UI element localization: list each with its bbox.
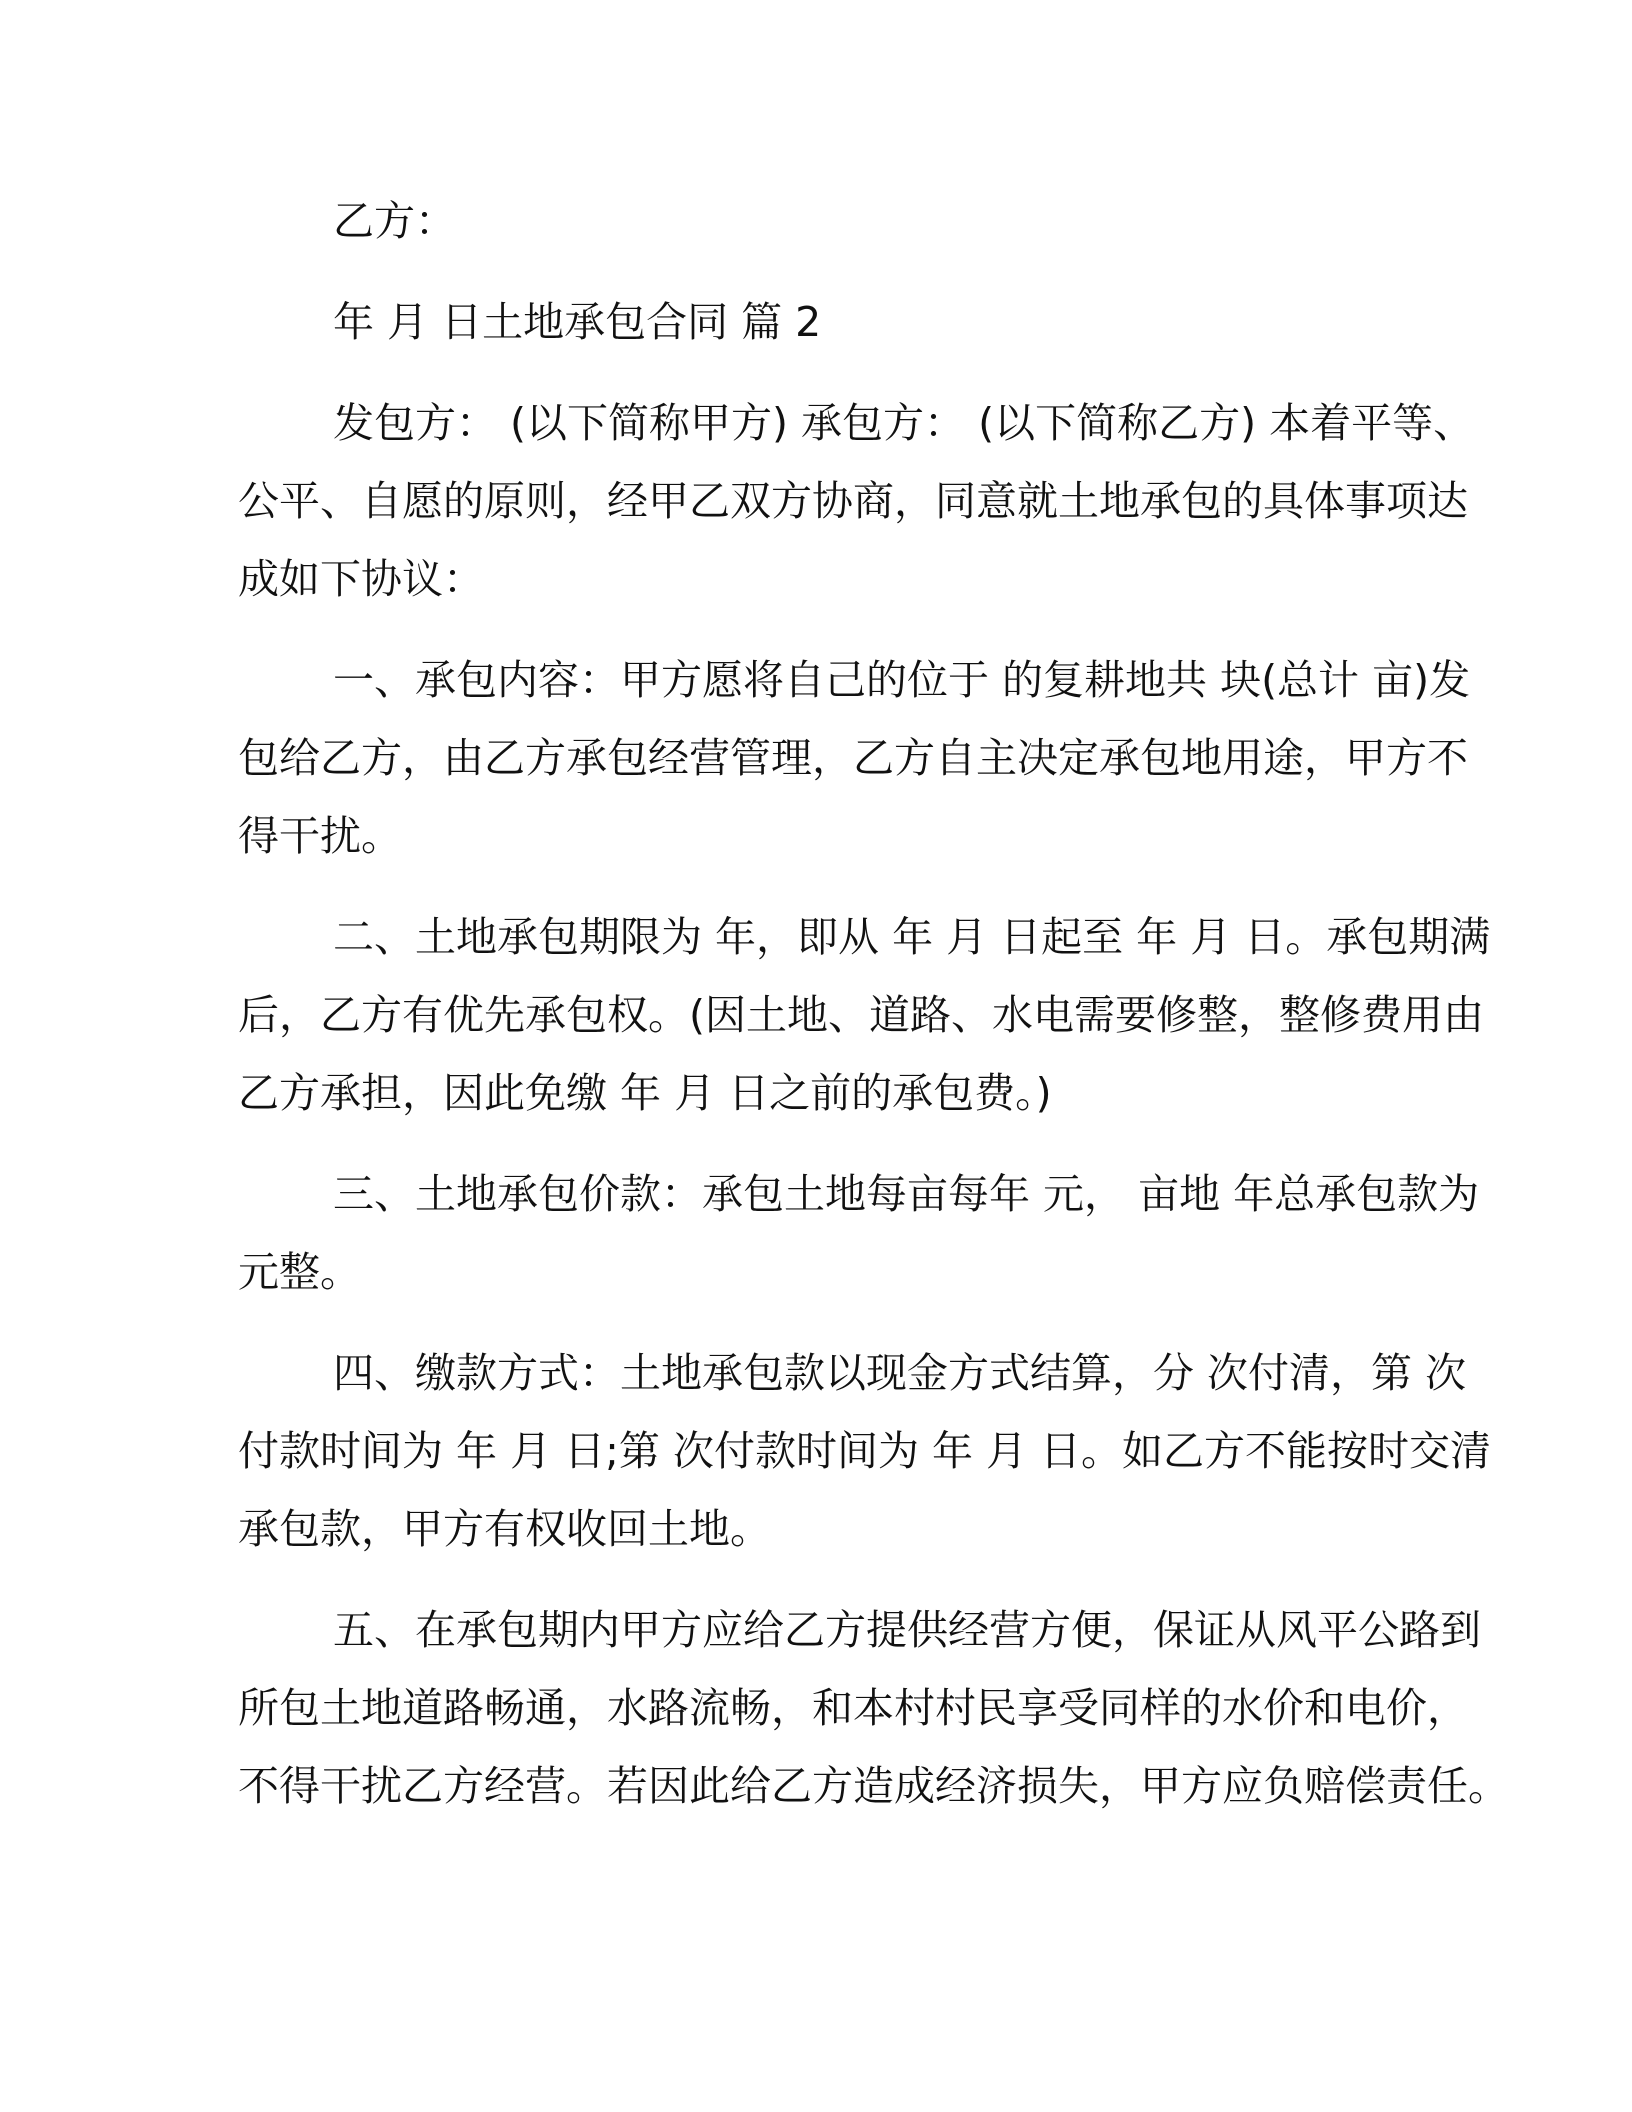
- clause-2-line-2: 后，乙方有优先承包权。(因土地、道路、水电需要修整，整修费用由: [238, 991, 1484, 1039]
- clause-2-line-3: 乙方承担，因此免缴 年 月 日之前的承包费。): [238, 1069, 1052, 1117]
- intro-line-3: 成如下协议：: [238, 555, 484, 603]
- clause-1-line-3: 得干扰。: [238, 812, 402, 860]
- clause-5-line-3: 不得干扰乙方经营。若因此给乙方造成经济损失，甲方应负赔偿责任。: [238, 1762, 1509, 1810]
- clause-5-line-1: 五、在承包期内甲方应给乙方提供经营方便，保证从风平公路到: [333, 1606, 1481, 1654]
- clause-5-line-2: 所包土地道路畅通，水路流畅，和本村村民享受同样的水价和电价，: [238, 1684, 1468, 1732]
- clause-2-line-1: 二、土地承包期限为 年，即从 年 月 日起至 年 月 日。承包期满: [333, 913, 1491, 961]
- clause-4-line-3: 承包款，甲方有权收回土地。: [238, 1505, 771, 1553]
- party-b-label: 乙方：: [333, 197, 456, 245]
- clause-1-line-2: 包给乙方，由乙方承包经营管理，乙方自主决定承包地用途，甲方不: [238, 734, 1468, 782]
- intro-line-2: 公平、自愿的原则，经甲乙双方协商，同意就土地承包的具体事项达: [238, 477, 1468, 525]
- clause-3-line-1: 三、土地承包价款：承包土地每亩每年 元， 亩地 年总承包款为: [333, 1170, 1480, 1218]
- clause-4-line-1: 四、缴款方式：土地承包款以现金方式结算，分 次付清，第 次: [333, 1349, 1467, 1397]
- contract-heading: 年 月 日土地承包合同 篇 2: [333, 298, 822, 346]
- clause-1-line-1: 一、承包内容：甲方愿将自己的位于 的复耕地共 块(总计 亩)发: [333, 656, 1471, 704]
- intro-line-1: 发包方： (以下简称甲方) 承包方： (以下简称乙方) 本着平等、: [333, 399, 1475, 447]
- clause-4-line-2: 付款时间为 年 月 日;第 次付款时间为 年 月 日。如乙方不能按时交清: [238, 1427, 1492, 1475]
- clause-3-line-2: 元整。: [238, 1248, 361, 1296]
